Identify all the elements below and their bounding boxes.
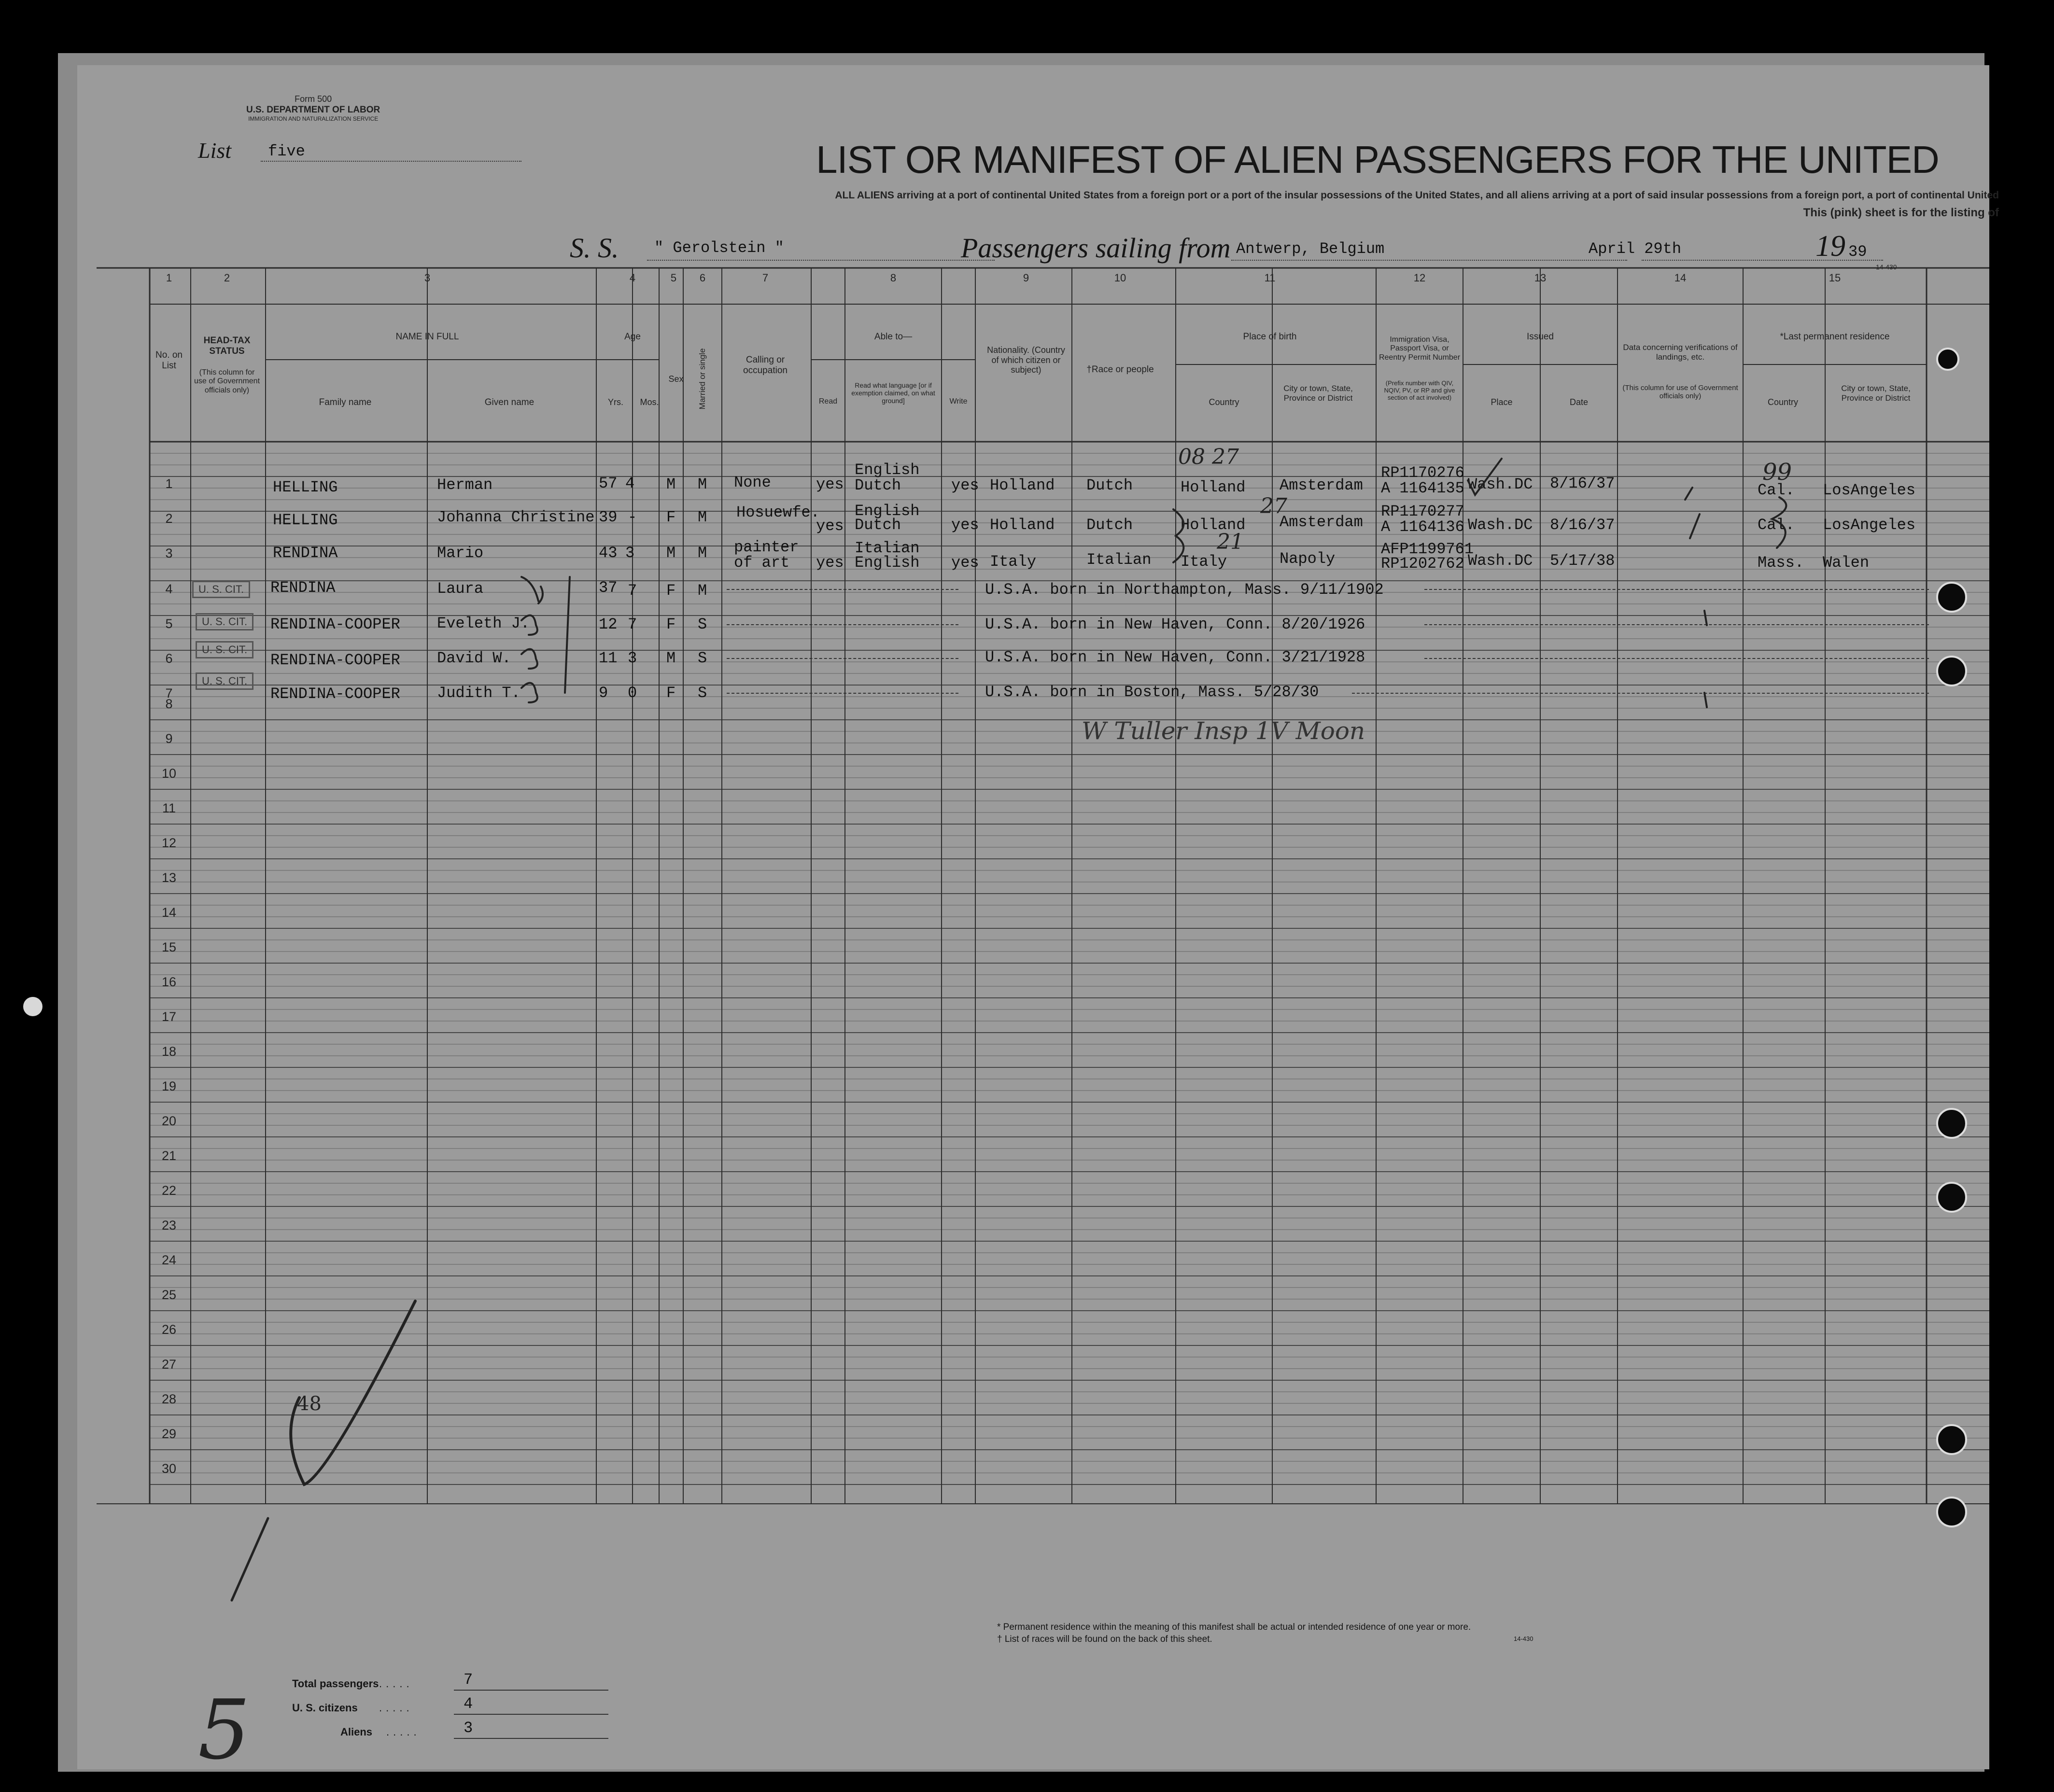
manifest-grid	[77, 65, 1989, 1769]
given-name: Herman	[437, 476, 493, 494]
header-place-of-birth: Place of birth	[1243, 332, 1297, 342]
can-write: yes	[951, 476, 979, 494]
issued-date: 5/17/38	[1550, 552, 1615, 570]
age-months: -	[628, 508, 637, 526]
marital-status: M	[698, 544, 707, 562]
binder-hole	[1936, 582, 1967, 613]
header-data-note: (This column for use of Government officials only)	[1622, 384, 1738, 401]
language-1: Italian	[855, 539, 920, 557]
given-name: Johanna Christine	[437, 508, 595, 526]
colnum-3: 3	[424, 272, 431, 284]
family-name: RENDINA-COOPER	[270, 651, 400, 669]
colnum-1: 1	[166, 272, 172, 284]
birth-city: Amsterdam	[1280, 476, 1363, 494]
header-given-name: Given name	[484, 397, 535, 407]
row-number: 15	[161, 940, 177, 954]
calling: painter	[734, 538, 799, 556]
family-name: RENDINA-COOPER	[270, 616, 400, 633]
age-years: 39	[599, 508, 618, 526]
can-read: yes	[816, 476, 844, 493]
ship-name: " Gerolstein "	[654, 239, 784, 257]
row-number: 21	[161, 1148, 177, 1163]
residence-city: Walen	[1823, 554, 1870, 572]
row-number: 8	[165, 697, 173, 711]
pink-sheet-note: This (pink) sheet is for the listing of	[1803, 206, 1999, 219]
issued-place: Wash.DC	[1468, 552, 1533, 570]
handwritten-inspector-note: W Tuller Insp 1V Moon	[1082, 717, 1365, 745]
calling: Hosuewfe.	[736, 504, 820, 521]
family-name: HELLING	[273, 511, 338, 529]
birth-city: Amsterdam	[1280, 513, 1363, 531]
colnum-7: 7	[762, 272, 769, 284]
row-number: 1	[165, 476, 173, 491]
header-visa-note: (Prefix number with QIV, NQIV, PV, or RP and give section of act involved)	[1384, 379, 1455, 401]
visa-number-2: RP1202762	[1381, 555, 1464, 573]
binder-hole	[1936, 1182, 1967, 1213]
language-2: English	[855, 554, 920, 572]
age-years: 43	[599, 544, 618, 562]
footnote-code: 14-430	[1514, 1635, 1533, 1642]
total-line	[454, 1675, 608, 1691]
punch-mark	[23, 997, 42, 1016]
age-months: 7	[628, 616, 637, 633]
visa-number-1: AFP1199761	[1381, 540, 1474, 558]
header-calling: Calling or occupation	[743, 355, 788, 376]
us-citizens-value: 4	[464, 1695, 473, 1713]
family-name: RENDINA	[273, 544, 338, 562]
row-number: 5	[165, 616, 173, 631]
visa-number-1: RP1170277	[1381, 503, 1464, 520]
row-number: 19	[161, 1079, 177, 1093]
from-port: Antwerp, Belgium	[1236, 240, 1385, 258]
us-citizen-stamp: U. S. CIT.	[196, 672, 253, 690]
issued-place: Wash.DC	[1468, 516, 1533, 534]
row-number: 2	[165, 511, 173, 526]
age-months: 4	[625, 475, 635, 492]
age-years: 12	[599, 616, 618, 633]
issued-date: 8/16/37	[1550, 516, 1615, 534]
residence-country: Mass.	[1758, 554, 1804, 572]
row-number: 24	[161, 1253, 177, 1267]
header-nationality: Nationality. (Country of which citizen or subject)	[987, 345, 1065, 375]
row-number: 25	[161, 1288, 177, 1302]
marital-status: S	[698, 649, 707, 667]
aliens-dots: .....	[386, 1726, 421, 1738]
handwritten-residence-code: 99	[1762, 459, 1792, 486]
residence-city: LosAngeles	[1823, 516, 1916, 534]
aliens-line	[454, 1723, 608, 1739]
family-name: RENDINA-COOPER	[270, 685, 400, 703]
sex: M	[666, 476, 676, 493]
row-number: 27	[161, 1357, 177, 1372]
colnum-10: 10	[1114, 272, 1126, 284]
dashed-fill	[1424, 619, 1929, 625]
age-years: 9	[599, 684, 608, 702]
header-res-city: City or town, State, Province or District	[1841, 384, 1911, 403]
birth-country: Holland	[1181, 478, 1246, 496]
row-number: 17	[161, 1009, 177, 1024]
sailing-date: April 29th	[1589, 240, 1682, 258]
aliens-label: Aliens	[340, 1726, 373, 1738]
dashed-fill	[1424, 584, 1929, 590]
row-number: 29	[161, 1427, 177, 1441]
binder-hole	[1936, 1108, 1967, 1139]
row-number: 26	[161, 1322, 177, 1337]
header-yrs: Yrs.	[607, 397, 623, 407]
colnum-5: 5	[670, 272, 677, 284]
family-name: RENDINA	[270, 579, 336, 597]
dashed-fill	[727, 584, 958, 590]
binder-hole	[1936, 1497, 1967, 1527]
sex: F	[666, 684, 676, 702]
row-number: 23	[161, 1218, 177, 1232]
colnum-4: 4	[629, 272, 636, 284]
list-label: List	[198, 138, 232, 163]
family-name: HELLING	[273, 478, 338, 496]
year-prefix: 19	[1815, 230, 1845, 263]
birth-country: Italy	[1181, 553, 1227, 571]
colnum-14: 14	[1674, 272, 1687, 284]
row-number: 16	[161, 975, 177, 989]
can-read: yes	[816, 517, 844, 535]
age-years: 57	[599, 475, 618, 492]
dashed-fill	[727, 653, 958, 659]
can-write: yes	[951, 516, 979, 534]
total-passengers-label: Total passengers	[292, 1678, 379, 1690]
colnum-9: 9	[1023, 272, 1029, 284]
given-name: Judith T.	[437, 684, 521, 702]
colnum-15: 15	[1829, 272, 1841, 284]
manifest-title: LIST OR MANIFEST OF ALIEN PASSENGERS FOR THE UNITED	[816, 138, 1939, 181]
row-number: 4	[165, 582, 173, 596]
sex: F	[666, 616, 676, 633]
marital-status: M	[698, 508, 707, 526]
issued-date: 8/16/37	[1550, 475, 1615, 492]
colnum-11: 11	[1264, 272, 1276, 284]
race: Italian	[1086, 551, 1152, 569]
can-write: yes	[951, 554, 979, 572]
row-number: 28	[161, 1392, 177, 1406]
sex: M	[666, 544, 676, 562]
row-number: 13	[161, 870, 177, 885]
colnum-2: 2	[224, 272, 230, 284]
aliens-value: 3	[464, 1719, 473, 1737]
handwritten-birth-code: 21	[1217, 530, 1244, 554]
manifest-subtitle: ALL ALIENS arriving at a port of continental United States from a foreign port or a port of the insular possessions of the United States, and all aliens arriving at a port of said insular possessions from a foreign port, a port of continental United	[835, 190, 1999, 201]
nationality: Italy	[990, 553, 1037, 571]
sex: F	[666, 582, 676, 600]
row-number: 10	[161, 766, 177, 781]
language-2: Dutch	[855, 476, 901, 494]
header-name-in-full: NAME IN FULL	[395, 332, 459, 342]
sailing-label: Passengers sailing from	[961, 232, 1231, 264]
footnote-races: † List of races will be found on the back of this sheet.	[997, 1634, 1212, 1644]
row-number: 22	[161, 1183, 177, 1198]
handwritten-birth-code: 08 27	[1178, 445, 1239, 469]
citizen-birth-note: U.S.A. born in New Haven, Conn. 3/21/1928	[985, 648, 1365, 666]
calling-line-2: of art	[734, 554, 790, 572]
us-citizen-stamp: U. S. CIT.	[196, 613, 253, 630]
us-citizen-stamp: U. S. CIT.	[196, 641, 253, 658]
header-data-landings: Data concerning verifications of landings, etc.	[1623, 343, 1738, 362]
us-citizens-label: U. S. citizens	[292, 1702, 358, 1714]
age-months: 3	[625, 544, 635, 562]
footnote-residence: * Permanent residence within the meaning of this manifest shall be actual or intended residence of one year or more.	[997, 1622, 1471, 1632]
header-family-name: Family name	[319, 397, 372, 407]
residence-country: Cal.	[1758, 481, 1795, 499]
binder-hole	[1936, 348, 1959, 371]
manifest-sheet	[77, 65, 1999, 1778]
visa-number-2: A 1164135	[1381, 479, 1464, 497]
row-number: 7	[165, 686, 173, 700]
service-name: IMMIGRATION AND NATURALIZATION SERVICE	[248, 115, 379, 123]
issued-place: Wash.DC	[1468, 476, 1533, 493]
row-number: 20	[161, 1114, 177, 1128]
calling: None	[734, 474, 771, 491]
header-issued-place: Place	[1491, 397, 1513, 407]
dashed-fill	[1424, 653, 1929, 659]
sex: F	[666, 508, 676, 526]
department-name: U.S. DEPARTMENT OF LABOR	[246, 104, 380, 115]
language-2: Dutch	[855, 516, 901, 534]
citizens-line	[454, 1699, 608, 1715]
row-number: 14	[161, 905, 177, 920]
row-number: 30	[161, 1461, 177, 1476]
header-able-to: Able to—	[874, 332, 913, 342]
language-1: English	[855, 461, 920, 479]
residence-country: Cal.	[1758, 516, 1795, 534]
race: Dutch	[1086, 476, 1133, 494]
ss-label: S. S.	[570, 232, 619, 264]
row-number: 9	[165, 731, 173, 746]
colnum-12: 12	[1413, 272, 1426, 284]
age-months: 7	[628, 582, 637, 600]
colnum-13: 13	[1534, 272, 1547, 284]
header-no-on-list: No. on List	[155, 350, 183, 371]
header-married: Married or single	[698, 348, 707, 410]
handwritten-page-number: 5	[198, 1682, 251, 1778]
age-years: 37	[599, 579, 618, 597]
row-number: 3	[165, 546, 173, 560]
given-name: Mario	[437, 544, 484, 562]
header-head-tax-note: (This column for use of Government officials only)	[194, 368, 260, 394]
dashed-fill	[1352, 688, 1929, 694]
dashed-fill	[727, 619, 958, 625]
age-months: 3	[628, 649, 637, 667]
given-name: David W.	[437, 649, 511, 667]
citizen-birth-note: U.S.A. born in Boston, Mass. 5/28/30	[985, 683, 1319, 701]
citizen-birth-note: U.S.A. born in Northampton, Mass. 9/11/1902	[985, 581, 1384, 599]
header-head-tax: HEAD-TAX STATUS	[203, 336, 251, 356]
header-birth-city: City or town, State, Province or District	[1283, 384, 1353, 403]
marital-status: M	[698, 582, 707, 600]
can-read: yes	[816, 554, 844, 572]
row-number: 6	[165, 651, 173, 666]
language-1: English	[855, 502, 920, 520]
binder-hole	[1936, 1424, 1967, 1455]
header-last-residence: *Last permanent residence	[1780, 332, 1890, 342]
nationality: Holland	[990, 516, 1055, 534]
visa-number-2: A 1164136	[1381, 518, 1464, 536]
residence-city: LosAngeles	[1823, 481, 1916, 499]
marital-status: S	[698, 616, 707, 633]
birth-country: Holland	[1181, 516, 1246, 534]
us-citizen-stamp: U. S. CIT.	[192, 581, 250, 598]
colnum-6: 6	[699, 272, 706, 284]
binder-hole	[1936, 656, 1967, 686]
nationality: Holland	[990, 476, 1055, 494]
sex: M	[666, 649, 676, 667]
row-number: 12	[161, 836, 177, 850]
total-passengers-value: 7	[464, 1671, 473, 1689]
header-read-language: Read what language [or if exemption claimed, on what ground]	[851, 381, 935, 405]
visa-number-1: RP1170276	[1381, 464, 1464, 482]
header-res-country: Country	[1767, 397, 1799, 407]
header-mos: Mos.	[640, 397, 659, 407]
age-years: 11	[599, 649, 618, 667]
birth-city: Napoly	[1280, 550, 1336, 568]
header-write: Write	[949, 397, 968, 406]
colnum-8: 8	[890, 272, 897, 284]
marital-status: M	[698, 476, 707, 493]
header-sex: Sex	[668, 374, 684, 384]
citizen-birth-note: U.S.A. born in New Haven, Conn. 8/20/1926	[985, 616, 1365, 633]
dashed-fill	[727, 688, 958, 694]
year-suffix: 39	[1848, 243, 1867, 261]
header-read: Read	[818, 397, 838, 406]
handwritten-birth-code: 27	[1260, 494, 1287, 518]
given-name: Eveleth J.	[437, 615, 530, 632]
header-issued-date: Date	[1569, 397, 1589, 407]
row-number: 11	[162, 801, 176, 815]
header-age: Age	[624, 332, 641, 342]
marital-status: S	[698, 684, 707, 702]
handwritten-count: 48	[297, 1393, 322, 1415]
given-name: Laura	[437, 580, 484, 598]
age-months: 0	[628, 684, 637, 702]
row-number: 18	[161, 1044, 177, 1059]
header-race: †Race or people	[1086, 364, 1154, 375]
total-dots: .....	[379, 1678, 413, 1690]
header-birth-country: Country	[1209, 397, 1239, 407]
race: Dutch	[1086, 516, 1133, 534]
header-issued: Issued	[1527, 332, 1554, 342]
citizens-dots: .....	[379, 1702, 413, 1714]
list-value: five	[268, 142, 305, 160]
header-visa: Immigration Visa, Passport Visa, or Reentry Permit Number	[1379, 336, 1461, 362]
corner-code: 14-430	[1876, 263, 1897, 271]
form-number: Form 500	[295, 94, 332, 104]
